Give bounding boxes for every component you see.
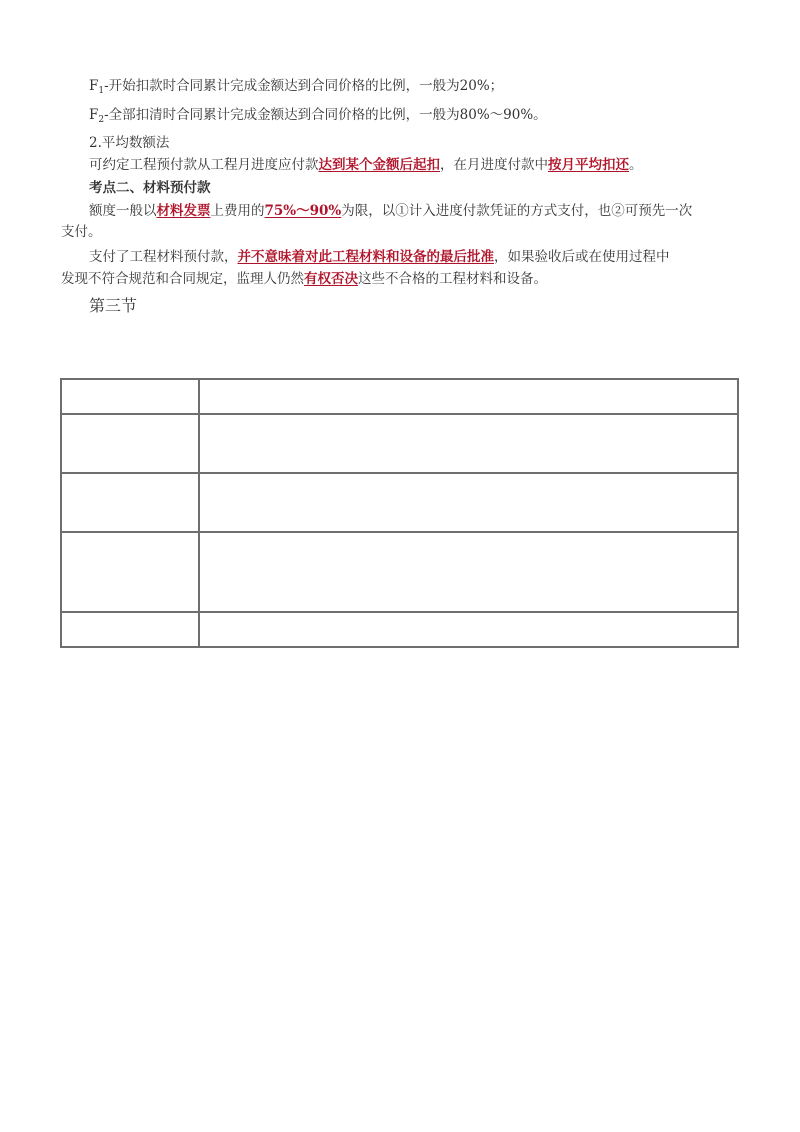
f2-line xyxy=(89,106,547,124)
table-cell xyxy=(199,473,738,532)
table-cell xyxy=(199,379,738,414)
table-cell xyxy=(61,414,199,473)
paid-highlight-not-approval: 并不意味着对此工程材料和设备的最后批准 xyxy=(237,249,494,265)
table-cell xyxy=(199,612,738,647)
table-row xyxy=(61,473,738,532)
amount-paragraph xyxy=(89,202,692,220)
paid-paragraph xyxy=(89,248,670,266)
empty-table xyxy=(60,378,739,648)
point2-heading: 考点二、材料预付款 xyxy=(89,180,211,196)
table-row xyxy=(61,379,738,414)
table-row xyxy=(61,414,738,473)
paid-pre: 支付了工程材料预付款， xyxy=(89,249,238,265)
table-row xyxy=(61,612,738,647)
amount-highlight-percent: 75%～90% xyxy=(264,203,342,219)
paid-cont-post: 这些不合格的工程材料和设备。 xyxy=(358,271,547,287)
paid-cont-pre: 发现不符合规范和合同规定，监理人仍然 xyxy=(61,271,304,287)
table-cell xyxy=(61,612,199,647)
method2-highlight-start: 达到某个金额后起扣 xyxy=(318,157,440,173)
table-row xyxy=(61,532,738,612)
table-cell xyxy=(199,532,738,612)
method2-highlight-monthly: 按月平均扣还 xyxy=(548,157,629,173)
method2-post: 。 xyxy=(629,157,643,173)
table-cell xyxy=(61,379,199,414)
method2-paragraph xyxy=(89,156,643,174)
paid-post: ，如果验收后或在使用过程中 xyxy=(494,249,670,265)
f1-symbol: F xyxy=(89,78,99,94)
f1-line xyxy=(89,77,503,95)
method2-mid: ，在月进度付款中 xyxy=(440,157,548,173)
method2-pre: 可约定工程预付款从工程月进度应付款 xyxy=(89,157,319,173)
amount-highlight-invoice: 材料发票 xyxy=(156,203,211,219)
table-cell xyxy=(199,414,738,473)
f2-text: -全部扣清时合同累计完成金额达到合同价格的比例，一般为80%～90%。 xyxy=(104,107,547,123)
amount-pre: 额度一般以 xyxy=(89,203,157,219)
f2-subscript: 2 xyxy=(98,115,105,125)
table-cell xyxy=(61,473,199,532)
table-cell xyxy=(61,532,199,612)
amount-mid: 上费用的 xyxy=(210,203,265,219)
f1-text: -开始扣款时合同累计完成金额达到合同价格的比例，一般为20%； xyxy=(104,78,504,94)
method2-heading: 2.平均数额法 xyxy=(89,135,170,151)
f2-symbol: F xyxy=(89,107,99,123)
f1-subscript: 1 xyxy=(98,86,105,96)
amount-continuation: 支付。 xyxy=(61,224,102,240)
paid-continuation xyxy=(61,270,547,288)
section-title: 第三节 xyxy=(89,296,138,315)
paid-highlight-veto: 有权否决 xyxy=(304,271,358,287)
amount-post: 为限，以①计入进度付款凭证的方式支付，也②可预先一次 xyxy=(341,203,693,219)
